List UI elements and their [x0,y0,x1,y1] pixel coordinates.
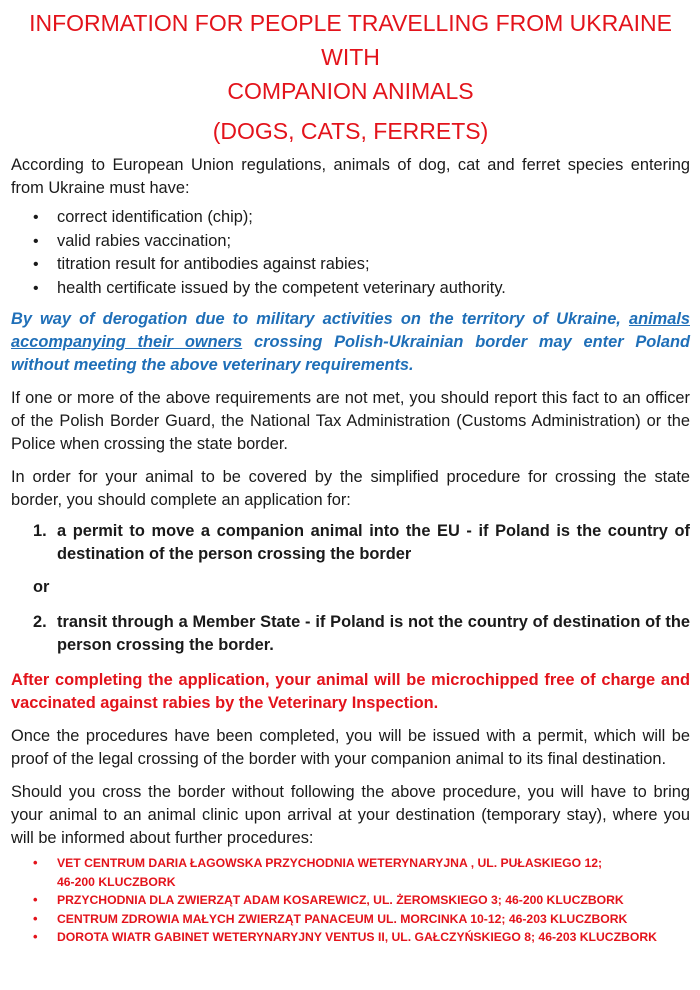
clinic-item [11,891,690,910]
option-text: a permit to move a companion animal into the EU - if Poland is the country of destination of the person crossing the border [57,522,690,563]
derogation-text-before: By way of derogation due to military activities on the territory of Ukraine, [11,310,629,328]
list-item: • titration result for antibodies against rabies; [11,253,690,277]
application-options-list-2 [11,611,690,657]
clinic-item [11,928,690,947]
derogation-underlined-text: animals accompanying their owners [11,310,690,351]
clinic-name: DOROTA WIATR GABINET WETERYNARYJNY VENTUS II, UL. GAŁCZYŃSKIEGO 8; 46-203 KLUCZBORK [57,930,657,944]
list-item: • health certificate issued by the competent veterinary authority. [11,277,690,301]
clinic-name: PRZYCHODNIA DLA ZWIERZĄT ADAM KOSAREWICZ, UL. ŻEROMSKIEGO 3; 46-200 KLUCZBORK [57,893,624,907]
clinics-list [11,854,690,947]
page-subtitle: (DOGS, CATS, FERRETS) [212,118,489,144]
microchip-notice: After completing the application, your animal will be microchipped free of charge and vaccinated against rabies by the Veterinary Inspection. [11,671,690,712]
option-item [11,520,690,566]
page-title [11,6,690,108]
clinic-item [11,910,690,929]
option-number: 1. [33,522,47,540]
procedure-paragraph: In order for your animal to be covered by the simplified procedure for crossing the state border, you should complete an application for: [11,468,690,509]
clinic-paragraph: Should you cross the border without following the above procedure, you will have to bring your animal to an animal clinic upon arrival at your destination (temporary stay), where you will be informed about further procedures: [11,783,690,847]
list-item: • correct identification (chip); [11,206,690,230]
derogation-paragraph [11,308,690,377]
option-number: 2. [33,613,47,631]
list-item: • valid rabies vaccination; [11,230,690,254]
clinic-name: VET CENTRUM DARIA ŁAGOWSKA PRZYCHODNIA WETERYNARYJNA , UL. PUŁASKIEGO 12; [57,856,603,870]
requirements-list [11,206,690,300]
derogation-text-after: crossing Polish-Ukrainian border may enter Poland without meeting the above veterinary requirements. [11,333,690,374]
option-text: transit through a Member State - if Poland is not the country of destination of the person crossing the border. [57,613,690,654]
option-item [11,611,690,657]
clinic-item [11,854,690,891]
permit-paragraph: Once the procedures have been completed, you will be issued with a permit, which will be proof of the legal crossing of the border with your companion animal to its final destination. [11,727,690,768]
intro-paragraph: According to European Union regulations, animals of dog, cat and ferret species entering from Ukraine must have: [11,156,690,197]
application-options-list [11,520,690,566]
or-label: or [33,578,50,596]
report-paragraph: If one or more of the above requirements are not met, you should report this fact to an officer of the Polish Border Guard, the National Tax Administration (Customs Administration) or the Police when crossing the state border. [11,389,690,453]
clinic-postcode: 46-200 KLUCZBORK [57,874,176,889]
title-line-1: INFORMATION FOR PEOPLE TRAVELLING FROM UKRAINE WITH [29,10,672,70]
clinic-name: CENTRUM ZDROWIA MAŁYCH ZWIERZĄT PANACEUM UL. MORCINKA 10-12; 46-203 KLUCZBORK [57,911,628,926]
title-line-2: COMPANION ANIMALS [227,78,474,104]
